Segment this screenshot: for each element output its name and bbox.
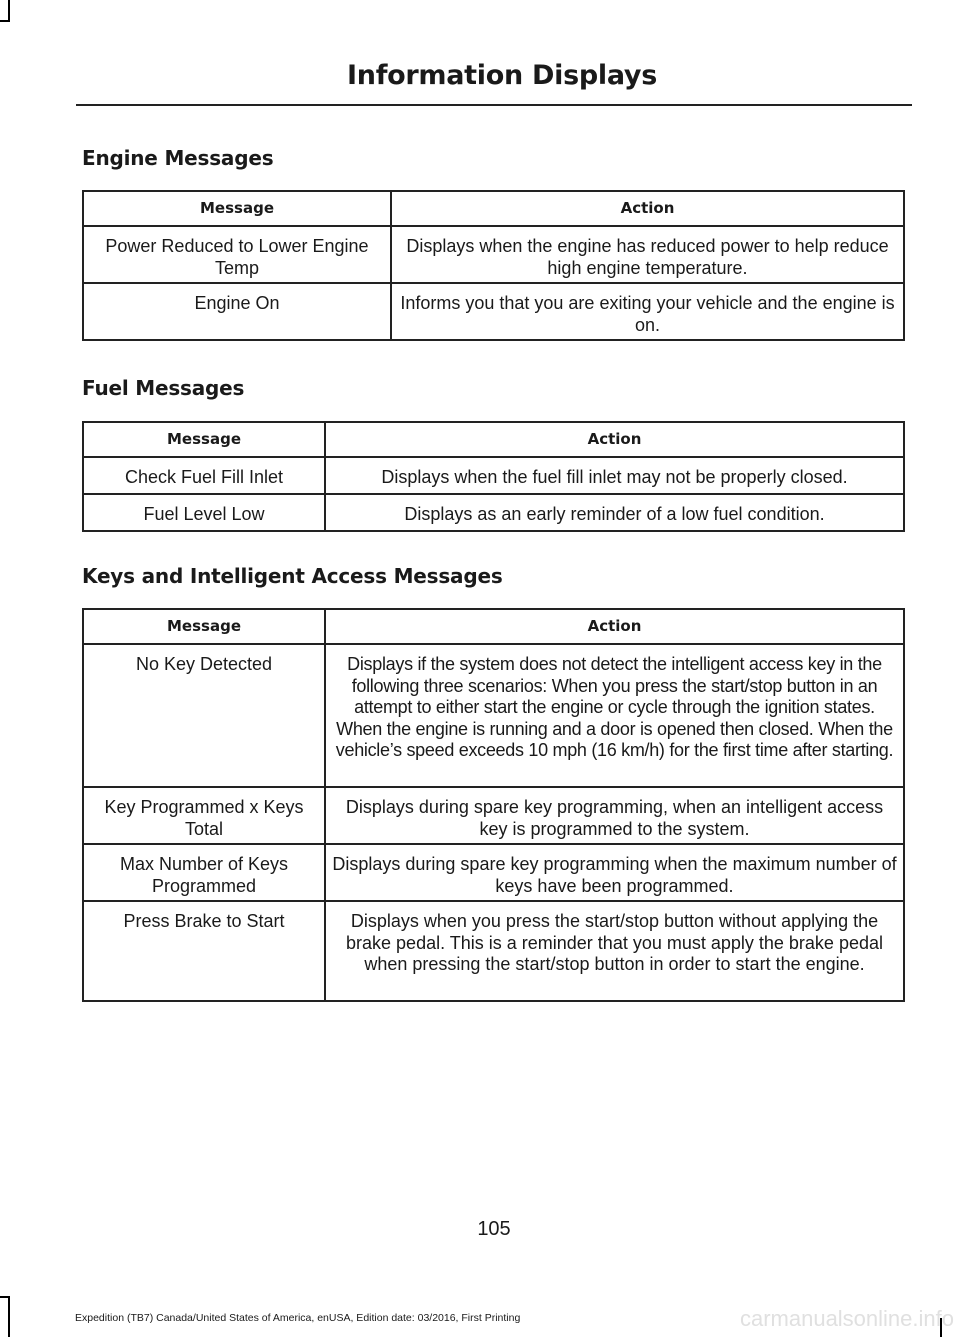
table-row <box>83 901 904 1001</box>
table-header-row <box>83 191 904 226</box>
message-cell: Fuel Level Low <box>83 494 325 531</box>
action-cell: Displays during spare key programming, when an intelligent access key is programmed to the system. <box>325 787 904 844</box>
message-cell: No Key Detected <box>83 644 325 787</box>
column-header-action: Action <box>325 422 904 457</box>
action-cell: Displays when the engine has reduced power to help reduce high engine temperature. <box>391 226 904 283</box>
crop-mark <box>8 1296 10 1337</box>
table-row <box>83 457 904 494</box>
table-header-row <box>83 422 904 457</box>
column-header-action: Action <box>391 191 904 226</box>
action-cell: Displays if the system does not detect the intelligent access key in the following three scenarios: When you press the start/stop button in an attempt to either start the engine or cycle through the ignition states. When the engine is running and a door is opened then closed. When the vehicle’s speed exceeds 10 mph (16 km/h) for the first time after starting. <box>325 644 904 787</box>
table-row <box>83 494 904 531</box>
table-row <box>83 226 904 283</box>
action-cell: Displays when the fuel fill inlet may not be properly closed. <box>325 457 904 494</box>
watermark: carmanualsonline.info <box>739 1306 954 1331</box>
column-header-message: Message <box>83 609 325 644</box>
engine-messages-table <box>82 190 905 341</box>
crop-mark <box>0 1296 10 1298</box>
page-title: Information Displays <box>347 60 657 91</box>
message-cell: Engine On <box>83 283 391 340</box>
column-header-message: Message <box>83 191 391 226</box>
page-number: 105 <box>477 1218 511 1240</box>
action-cell: Displays as an early reminder of a low fuel condition. <box>325 494 904 531</box>
section-heading-keys: Keys and Intelligent Access Messages <box>82 564 503 588</box>
crop-mark <box>0 20 10 22</box>
section-heading-engine: Engine Messages <box>82 146 274 170</box>
crop-mark <box>8 0 10 22</box>
table-row <box>83 787 904 844</box>
message-cell: Check Fuel Fill Inlet <box>83 457 325 494</box>
table-row <box>83 644 904 787</box>
keys-messages-table <box>82 608 905 1002</box>
action-cell: Informs you that you are exiting your vehicle and the engine is on. <box>391 283 904 340</box>
table-header-row <box>83 609 904 644</box>
edition-footer: Expedition (TB7) Canada/United States of America, enUSA, Edition date: 03/2016, First Printing <box>75 1312 521 1324</box>
table-row <box>83 844 904 901</box>
title-divider <box>76 104 912 106</box>
message-cell: Max Number of Keys Programmed <box>83 844 325 901</box>
column-header-message: Message <box>83 422 325 457</box>
message-cell: Power Reduced to Lower Engine Temp <box>83 226 391 283</box>
message-cell: Key Programmed x Keys Total <box>83 787 325 844</box>
table-row <box>83 283 904 340</box>
action-cell: Displays during spare key programming when the maximum number of keys have been programmed. <box>325 844 904 901</box>
fuel-messages-table <box>82 421 905 532</box>
section-heading-fuel: Fuel Messages <box>82 376 245 400</box>
column-header-action: Action <box>325 609 904 644</box>
action-cell: Displays when you press the start/stop button without applying the brake pedal. This is a reminder that you must apply the brake pedal when pressing the start/stop button in order to start the engine. <box>325 901 904 1001</box>
message-cell: Press Brake to Start <box>83 901 325 1001</box>
